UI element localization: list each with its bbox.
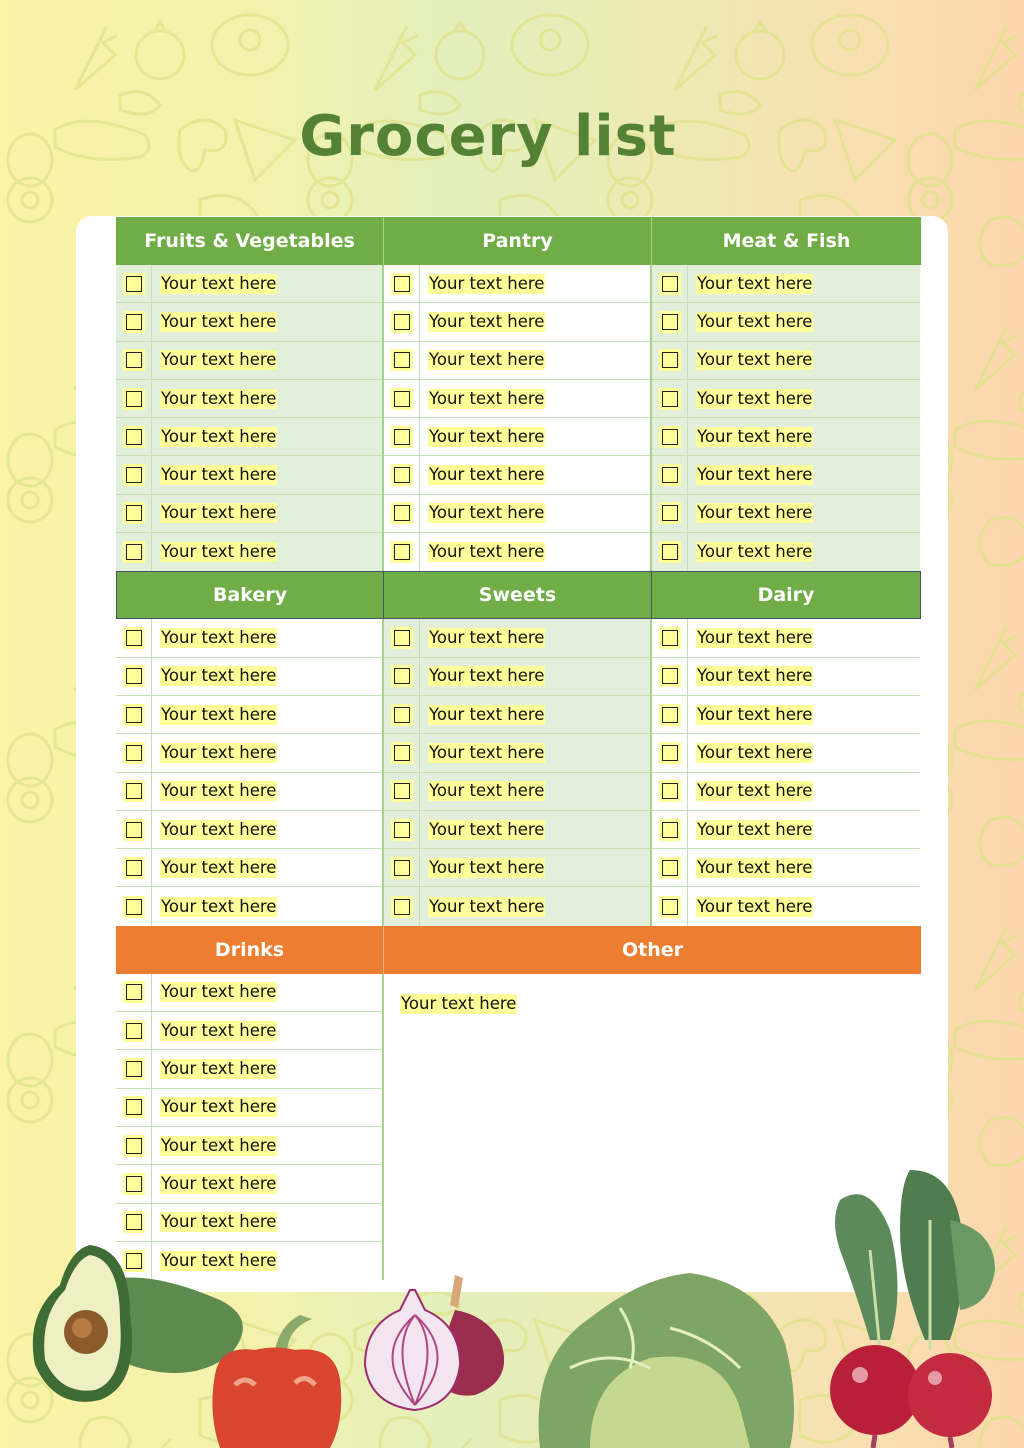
list-item	[652, 734, 920, 772]
list-item	[116, 1127, 382, 1165]
list-item	[652, 619, 920, 657]
list-item	[116, 456, 382, 494]
section-fruits-vegetables	[116, 265, 384, 571]
list-item	[652, 658, 920, 696]
list-item	[116, 619, 382, 657]
checkbox-cell	[384, 619, 420, 656]
other-notes-text[interactable]: Your text here	[401, 993, 517, 1013]
list-item	[652, 811, 920, 849]
section-header-drinks: Drinks	[116, 926, 384, 974]
checkbox[interactable]	[126, 1099, 142, 1115]
checkbox[interactable]	[662, 783, 678, 799]
list-item	[652, 849, 920, 887]
checkbox[interactable]	[126, 1023, 142, 1039]
checkbox[interactable]	[394, 745, 410, 761]
list-item	[116, 1089, 382, 1127]
section-header-meat-fish: Meat & Fish	[652, 217, 921, 265]
checkbox[interactable]	[394, 467, 410, 483]
radish-illustration	[800, 1160, 1010, 1448]
list-item	[384, 380, 650, 418]
item-text[interactable]: Your text here	[161, 1250, 277, 1270]
list-item	[384, 342, 650, 380]
header-band-1	[116, 217, 921, 265]
list-item	[384, 265, 650, 303]
checkbox-cell	[116, 1089, 152, 1126]
checkbox[interactable]	[126, 1214, 142, 1230]
checkbox-cell	[384, 342, 420, 379]
section-header-sweets: Sweets	[384, 571, 652, 619]
section-bakery	[116, 619, 384, 925]
items-band-1	[116, 265, 921, 571]
item-text[interactable]: Your text here	[161, 465, 277, 485]
checkbox-cell	[116, 1204, 152, 1241]
list-item	[116, 811, 382, 849]
checkbox-cell	[384, 303, 420, 340]
item-text[interactable]: Your text here	[161, 1097, 277, 1117]
bell-pepper-illustration	[205, 1305, 345, 1448]
item-text[interactable]: Your text here	[429, 628, 545, 648]
item-text[interactable]: Your text here	[697, 704, 813, 724]
list-item	[384, 456, 650, 494]
list-item	[652, 418, 920, 456]
header-band-2	[116, 571, 921, 619]
checkbox[interactable]	[126, 668, 142, 684]
list-item	[116, 1204, 382, 1242]
checkbox-cell	[116, 619, 152, 656]
checkbox-cell	[384, 418, 420, 455]
list-item	[116, 734, 382, 772]
checkbox-cell	[116, 887, 152, 925]
item-text[interactable]: Your text here	[429, 465, 545, 485]
list-item	[652, 533, 920, 571]
checkbox-cell	[652, 456, 688, 493]
checkbox[interactable]	[662, 391, 678, 407]
checkbox[interactable]	[662, 505, 678, 521]
checkbox-cell	[652, 696, 688, 733]
item-text[interactable]: Your text here	[161, 1173, 277, 1193]
list-item	[116, 495, 382, 533]
checkbox-cell	[116, 696, 152, 733]
item-text[interactable]: Your text here	[429, 742, 545, 762]
list-item	[652, 696, 920, 734]
list-item	[652, 887, 920, 925]
checkbox-cell	[384, 533, 420, 571]
cabbage-illustration	[530, 1268, 795, 1448]
checkbox[interactable]	[126, 707, 142, 723]
checkbox[interactable]	[126, 860, 142, 876]
list-item	[384, 849, 650, 887]
list-item	[116, 887, 382, 925]
list-item	[384, 495, 650, 533]
section-drinks	[116, 974, 384, 1280]
checkbox[interactable]	[662, 899, 678, 915]
item-text[interactable]: Your text here	[161, 350, 277, 370]
list-item	[384, 734, 650, 772]
items-band-2	[116, 619, 921, 925]
section-header-dairy: Dairy	[652, 571, 921, 619]
checkbox-cell	[384, 380, 420, 417]
item-text[interactable]: Your text here	[161, 273, 277, 293]
checkbox-cell	[116, 456, 152, 493]
checkbox[interactable]	[394, 505, 410, 521]
checkbox[interactable]	[662, 314, 678, 330]
list-item	[384, 418, 650, 456]
item-text[interactable]: Your text here	[161, 1058, 277, 1078]
list-item	[652, 456, 920, 494]
item-text[interactable]: Your text here	[697, 742, 813, 762]
checkbox-cell	[384, 265, 420, 302]
list-item	[116, 658, 382, 696]
section-dairy	[652, 619, 920, 925]
checkbox[interactable]	[394, 630, 410, 646]
item-text[interactable]: Your text here	[697, 896, 813, 916]
item-text[interactable]: Your text here	[697, 628, 813, 648]
checkbox[interactable]	[126, 505, 142, 521]
item-text[interactable]: Your text here	[161, 781, 277, 801]
list-item	[116, 696, 382, 734]
item-text[interactable]: Your text here	[429, 350, 545, 370]
list-item	[384, 773, 650, 811]
section-sweets	[384, 619, 652, 925]
checkbox-cell	[116, 265, 152, 302]
list-item	[116, 303, 382, 341]
item-text[interactable]: Your text here	[161, 704, 277, 724]
item-text[interactable]: Your text here	[161, 542, 277, 562]
item-text[interactable]: Your text here	[429, 819, 545, 839]
list-item	[384, 811, 650, 849]
list-item	[384, 619, 650, 657]
checkbox[interactable]	[394, 707, 410, 723]
item-text[interactable]: Your text here	[429, 273, 545, 293]
checkbox-cell	[652, 533, 688, 571]
checkbox[interactable]	[126, 1061, 142, 1077]
list-item	[652, 773, 920, 811]
checkbox[interactable]	[394, 668, 410, 684]
checkbox[interactable]	[126, 429, 142, 445]
checkbox-cell	[384, 696, 420, 733]
item-text[interactable]: Your text here	[429, 542, 545, 562]
red-onion-illustration	[355, 1270, 520, 1420]
item-text[interactable]: Your text here	[161, 819, 277, 839]
checkbox[interactable]	[662, 860, 678, 876]
item-text[interactable]: Your text here	[697, 666, 813, 686]
checkbox-cell	[652, 734, 688, 771]
checkbox[interactable]	[662, 544, 678, 560]
checkbox[interactable]	[126, 276, 142, 292]
list-item	[652, 495, 920, 533]
item-text[interactable]: Your text here	[697, 350, 813, 370]
checkbox[interactable]	[126, 352, 142, 368]
checkbox[interactable]	[126, 314, 142, 330]
list-item	[116, 342, 382, 380]
checkbox[interactable]	[126, 544, 142, 560]
checkbox-cell	[116, 734, 152, 771]
item-text[interactable]: Your text here	[697, 273, 813, 293]
checkbox-cell	[384, 811, 420, 848]
checkbox-cell	[116, 303, 152, 340]
item-text[interactable]: Your text here	[429, 388, 545, 408]
checkbox[interactable]	[126, 630, 142, 646]
checkbox[interactable]	[126, 1176, 142, 1192]
checkbox-cell	[116, 1127, 152, 1164]
checkbox-cell	[116, 773, 152, 810]
checkbox[interactable]	[662, 707, 678, 723]
item-text[interactable]: Your text here	[697, 781, 813, 801]
checkbox-cell	[652, 849, 688, 886]
item-text[interactable]: Your text here	[161, 896, 277, 916]
section-header-bakery: Bakery	[116, 571, 384, 619]
item-text[interactable]: Your text here	[161, 426, 277, 446]
checkbox-cell	[116, 495, 152, 532]
section-pantry	[384, 265, 652, 571]
item-text[interactable]: Your text here	[161, 1212, 277, 1232]
checkbox-cell	[116, 342, 152, 379]
item-text[interactable]: Your text here	[697, 388, 813, 408]
checkbox-cell	[652, 303, 688, 340]
checkbox[interactable]	[662, 352, 678, 368]
item-text[interactable]: Your text here	[161, 742, 277, 762]
list-item	[116, 380, 382, 418]
list-item	[384, 658, 650, 696]
checkbox-cell	[116, 658, 152, 695]
checkbox-cell	[116, 380, 152, 417]
section-header-pantry: Pantry	[384, 217, 652, 265]
item-text[interactable]: Your text here	[697, 465, 813, 485]
item-text[interactable]: Your text here	[429, 896, 545, 916]
checkbox-cell	[384, 849, 420, 886]
list-item	[116, 849, 382, 887]
list-item	[652, 265, 920, 303]
checkbox-cell	[652, 811, 688, 848]
checkbox-cell	[116, 1012, 152, 1049]
checkbox[interactable]	[394, 429, 410, 445]
item-text[interactable]: Your text here	[161, 311, 277, 331]
checkbox-cell	[652, 658, 688, 695]
list-item	[652, 303, 920, 341]
checkbox-cell	[384, 658, 420, 695]
checkbox[interactable]	[126, 783, 142, 799]
checkbox[interactable]	[394, 544, 410, 560]
checkbox-cell	[384, 456, 420, 493]
list-item	[652, 380, 920, 418]
list-item	[116, 773, 382, 811]
checkbox-cell	[116, 811, 152, 848]
checkbox[interactable]	[126, 745, 142, 761]
list-item	[116, 1165, 382, 1203]
list-item	[384, 303, 650, 341]
item-text[interactable]: Your text here	[697, 819, 813, 839]
item-text[interactable]: Your text here	[429, 311, 545, 331]
item-text[interactable]: Your text here	[429, 426, 545, 446]
item-text[interactable]: Your text here	[429, 666, 545, 686]
checkbox[interactable]	[662, 630, 678, 646]
header-band-3	[116, 926, 921, 974]
checkbox[interactable]	[126, 984, 142, 1000]
item-text[interactable]: Your text here	[161, 857, 277, 877]
list-item	[116, 1012, 382, 1050]
checkbox-cell	[116, 533, 152, 571]
list-item	[384, 696, 650, 734]
checkbox-cell	[652, 495, 688, 532]
checkbox-cell	[652, 418, 688, 455]
checkbox-cell	[384, 495, 420, 532]
checkbox[interactable]	[394, 899, 410, 915]
item-text[interactable]: Your text here	[697, 503, 813, 523]
checkbox[interactable]	[662, 276, 678, 292]
checkbox-cell	[652, 342, 688, 379]
item-text[interactable]: Your text here	[161, 628, 277, 648]
checkbox-cell	[384, 734, 420, 771]
list-item	[116, 1050, 382, 1088]
item-text[interactable]: Your text here	[697, 857, 813, 877]
checkbox[interactable]	[662, 668, 678, 684]
checkbox[interactable]	[126, 822, 142, 838]
grocery-grid	[116, 217, 921, 1280]
checkbox[interactable]	[394, 391, 410, 407]
checkbox[interactable]	[394, 783, 410, 799]
item-text[interactable]: Your text here	[161, 1135, 277, 1155]
item-text[interactable]: Your text here	[161, 982, 277, 1002]
list-item	[384, 533, 650, 571]
checkbox-cell	[384, 773, 420, 810]
page-title: Grocery list	[299, 104, 677, 169]
checkbox[interactable]	[662, 429, 678, 445]
checkbox[interactable]	[394, 352, 410, 368]
list-item	[116, 533, 382, 571]
item-text[interactable]: Your text here	[161, 1020, 277, 1040]
list-item	[116, 974, 382, 1012]
item-text[interactable]: Your text here	[697, 426, 813, 446]
checkbox[interactable]	[394, 314, 410, 330]
checkbox-cell	[116, 1050, 152, 1087]
checkbox-cell	[652, 265, 688, 302]
checkbox[interactable]	[126, 899, 142, 915]
item-text[interactable]: Your text here	[429, 781, 545, 801]
checkbox-cell	[116, 849, 152, 886]
item-text[interactable]: Your text here	[161, 503, 277, 523]
item-text[interactable]: Your text here	[697, 311, 813, 331]
item-text[interactable]: Your text here	[429, 857, 545, 877]
section-meat-fish	[652, 265, 920, 571]
item-text[interactable]: Your text here	[697, 542, 813, 562]
checkbox-cell	[652, 380, 688, 417]
checkbox[interactable]	[662, 822, 678, 838]
checkbox-cell	[116, 974, 152, 1011]
list-item	[652, 342, 920, 380]
checkbox-cell	[116, 1165, 152, 1202]
item-text[interactable]: Your text here	[429, 704, 545, 724]
checkbox-cell	[116, 418, 152, 455]
checkbox[interactable]	[662, 745, 678, 761]
checkbox[interactable]	[662, 467, 678, 483]
checkbox-cell	[652, 773, 688, 810]
checkbox[interactable]	[394, 276, 410, 292]
list-item	[384, 887, 650, 925]
item-text[interactable]: Your text here	[161, 388, 277, 408]
item-text[interactable]: Your text here	[161, 666, 277, 686]
checkbox[interactable]	[394, 860, 410, 876]
item-text[interactable]: Your text here	[429, 503, 545, 523]
checkbox-cell	[652, 887, 688, 925]
list-item	[116, 265, 382, 303]
checkbox-cell	[652, 619, 688, 656]
checkbox[interactable]	[394, 822, 410, 838]
section-header-other: Other	[384, 926, 921, 974]
checkbox[interactable]	[126, 391, 142, 407]
checkbox[interactable]	[126, 467, 142, 483]
section-header-fruits-vegetables: Fruits & Vegetables	[116, 217, 384, 265]
checkbox[interactable]	[126, 1138, 142, 1154]
checkbox-cell	[384, 887, 420, 925]
list-item	[116, 418, 382, 456]
